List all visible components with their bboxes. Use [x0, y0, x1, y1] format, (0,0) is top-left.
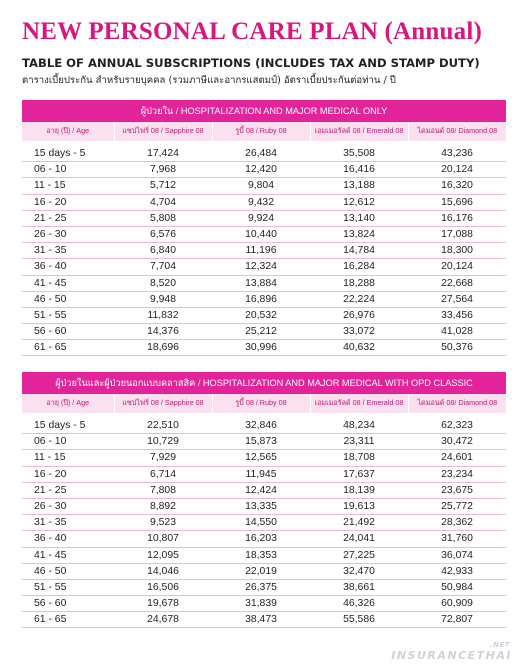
table-row: 61 - 65 24,678 38,473 55,586 72,807 — [22, 612, 506, 628]
premium-table-inpatient — [22, 100, 506, 356]
column-header-ruby: รูบี้ 08 / Ruby 08 — [212, 394, 310, 413]
table-row: 46 - 50 9,948 16,896 22,224 27,564 — [22, 291, 506, 307]
table-row: 11 - 15 7,929 12,565 18,708 24,601 — [22, 450, 506, 466]
table-row: 06 - 10 10,729 15,873 23,311 30,472 — [22, 434, 506, 450]
table-row: 15 days - 5 17,424 26,484 35,508 43,236 — [22, 146, 506, 162]
table-row: 51 - 55 11,832 20,532 26,976 33,456 — [22, 307, 506, 323]
table-row: 31 - 35 9,523 14,550 21,492 28,362 — [22, 515, 506, 531]
table-row: 41 - 45 8,520 13,884 18,288 22,668 — [22, 275, 506, 291]
watermark-text: INSURANCETHAI — [391, 649, 512, 662]
watermark-suffix: .NET — [489, 641, 510, 649]
table-row: 26 - 30 8,892 13,335 19,613 25,772 — [22, 498, 506, 514]
column-header-age: อายุ (ปี) / Age — [22, 394, 114, 413]
column-header-emerald: เอมเมอรัลด์ 08 / Emerald 08 — [310, 394, 408, 413]
table-row: 41 - 45 12,095 18,353 27,225 36,074 — [22, 547, 506, 563]
table-row: 51 - 55 16,506 26,375 38,661 50,984 — [22, 579, 506, 595]
page-title: NEW PERSONAL CARE PLAN (Annual) — [22, 18, 482, 45]
table-row: 15 days - 5 22,510 32,846 48,234 62,323 — [22, 418, 506, 434]
column-header-ruby: รูบี้ 08 / Ruby 08 — [212, 122, 310, 141]
premium-table-opd-classic — [22, 372, 506, 628]
table-row: 36 - 40 7,704 12,324 16,284 20,124 — [22, 259, 506, 275]
page-subtitle: TABLE OF ANNUAL SUBSCRIPTIONS (INCLUDES TAX AND STAMP DUTY) — [22, 56, 480, 70]
column-header-age: อายุ (ปี) / Age — [22, 122, 114, 141]
column-header-emerald: เอมเมอรัลด์ 08 / Emerald 08 — [310, 122, 408, 141]
table-row: 21 - 25 5,808 9,924 13,140 16,176 — [22, 210, 506, 226]
column-header-sapphire: แซปไฟร์ 08 / Sapphire 08 — [114, 394, 212, 413]
table-row: 16 - 20 4,704 9,432 12,612 15,696 — [22, 194, 506, 210]
table-row: 31 - 35 6,840 11,196 14,784 18,300 — [22, 243, 506, 259]
table-row: 46 - 50 14,046 22,019 32,470 42,933 — [22, 563, 506, 579]
table-heading: ผู้ป่วยในและผู้ป่วยนอกแบบคลาสสิค / HOSPITALIZATION AND MAJOR MEDICAL WITH OPD CLASSIC — [22, 372, 506, 394]
table-row: 61 - 65 18,696 30,996 40,632 50,376 — [22, 340, 506, 356]
watermark-logo — [391, 641, 512, 662]
table-row: 26 - 30 6,576 10,440 13,824 17,088 — [22, 226, 506, 242]
table-row: 11 - 15 5,712 9,804 13,188 16,320 — [22, 178, 506, 194]
table-row: 06 - 10 7,968 12,420 16,416 20,124 — [22, 162, 506, 178]
table-row: 36 - 40 10,807 16,203 24,041 31,760 — [22, 531, 506, 547]
column-header-diamond: ไดมอนด์ 08/ Diamond 08 — [408, 394, 506, 413]
table-row: 21 - 25 7,808 12,424 18,139 23,675 — [22, 482, 506, 498]
column-header-sapphire: แซปไฟร์ 08 / Sapphire 08 — [114, 122, 212, 141]
table-row: 16 - 20 6,714 11,945 17,637 23,234 — [22, 466, 506, 482]
page-subtitle-thai: ตารางเบี้ยประกัน สำหรับรายบุคคล (รวมภาษีและอากรแสตมป์) อัตราเบี้ยประกันต่อท่าน / ปี — [22, 75, 396, 86]
column-header-diamond: ไดมอนด์ 08/ Diamond 08 — [408, 122, 506, 141]
table-row: 56 - 60 19,678 31,839 46,326 60,909 — [22, 596, 506, 612]
table-row: 56 - 60 14,376 25,212 33,072 41,028 — [22, 324, 506, 340]
table-heading: ผู้ป่วยใน / HOSPITALIZATION AND MAJOR MEDICAL ONLY — [22, 100, 506, 122]
